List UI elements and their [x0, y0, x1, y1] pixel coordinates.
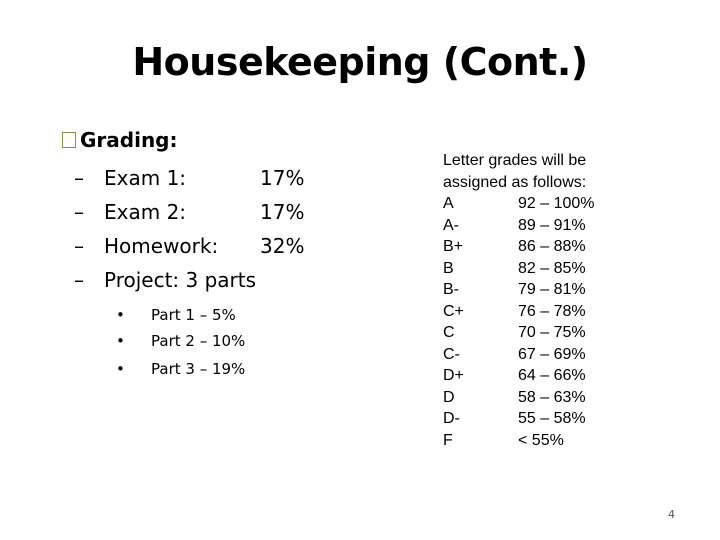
- grade-letter: C+: [443, 302, 464, 320]
- item-percent: 17%: [260, 166, 305, 190]
- part-text: Part 2 – 10%: [151, 332, 246, 350]
- letter-grades-intro-line2: assigned as follows:: [443, 173, 587, 191]
- page-number: 4: [668, 508, 675, 521]
- grade-letter: A: [443, 195, 454, 212]
- grade-row: [443, 258, 586, 280]
- grade-range: 79 – 81%: [518, 281, 586, 298]
- grade-letter: D+: [443, 367, 464, 384]
- letter-grades-section: [443, 150, 595, 451]
- grade-row: [443, 279, 586, 301]
- grade-row: [443, 408, 586, 430]
- grade-range: 70 – 75%: [518, 324, 586, 341]
- grade-range: 82 – 85%: [518, 259, 586, 277]
- item-label: Homework:: [104, 234, 219, 258]
- dash-icon: –: [74, 268, 84, 292]
- grade-letter: B-: [443, 281, 459, 298]
- grade-range: 92 – 100%: [518, 195, 595, 212]
- grade-letter: C-: [443, 345, 460, 363]
- item-label: Project: 3 parts: [104, 268, 257, 292]
- bullet-dot-icon: •: [116, 360, 125, 378]
- bullet-dot-icon: •: [116, 306, 125, 324]
- grade-range: 58 – 63%: [518, 388, 586, 406]
- grade-row: [443, 193, 595, 215]
- grade-letter: B+: [443, 238, 464, 255]
- grade-row: [443, 322, 586, 344]
- slide-title: Housekeeping (Cont.): [132, 40, 588, 84]
- dash-icon: –: [74, 200, 84, 224]
- grade-range: 89 – 91%: [518, 216, 586, 234]
- grading-heading: [62, 128, 178, 152]
- item-label: Exam 2:: [104, 200, 187, 224]
- grade-letter: D: [443, 388, 455, 406]
- grade-range: 55 – 58%: [518, 410, 586, 427]
- grade-letter: F: [443, 431, 453, 449]
- part-text: Part 1 – 5%: [151, 306, 236, 324]
- item-percent: 32%: [260, 234, 305, 258]
- grade-letter: A-: [443, 216, 459, 234]
- grading-section: [62, 128, 305, 378]
- letter-grades-intro-line1: Letter grades will be: [443, 152, 587, 169]
- grade-row: [443, 344, 586, 366]
- part-text: Part 3 – 19%: [151, 360, 246, 378]
- item-label: Exam 1:: [104, 166, 187, 190]
- grade-row: [443, 301, 586, 323]
- grade-range: < 55%: [518, 431, 564, 449]
- grade-row: [443, 236, 586, 258]
- dash-icon: –: [74, 166, 84, 190]
- grade-row: [443, 215, 586, 237]
- grade-letter: B: [443, 259, 454, 277]
- grade-letter: C: [443, 324, 455, 341]
- grade-row: [443, 430, 586, 452]
- grade-row: [443, 387, 586, 409]
- dash-icon: –: [74, 234, 84, 258]
- grade-letter: D-: [443, 410, 460, 427]
- grade-table: [443, 193, 595, 451]
- bullet-dot-icon: •: [116, 332, 125, 350]
- grade-range: 64 – 66%: [518, 367, 586, 384]
- grade-range: 76 – 78%: [518, 302, 586, 320]
- grading-label: Grading:: [80, 128, 178, 152]
- grade-row: [443, 365, 586, 387]
- square-bullet-icon: [62, 132, 76, 148]
- grade-range: 86 – 88%: [518, 238, 586, 255]
- grade-range: 67 – 69%: [518, 345, 586, 363]
- item-percent: 17%: [260, 200, 305, 224]
